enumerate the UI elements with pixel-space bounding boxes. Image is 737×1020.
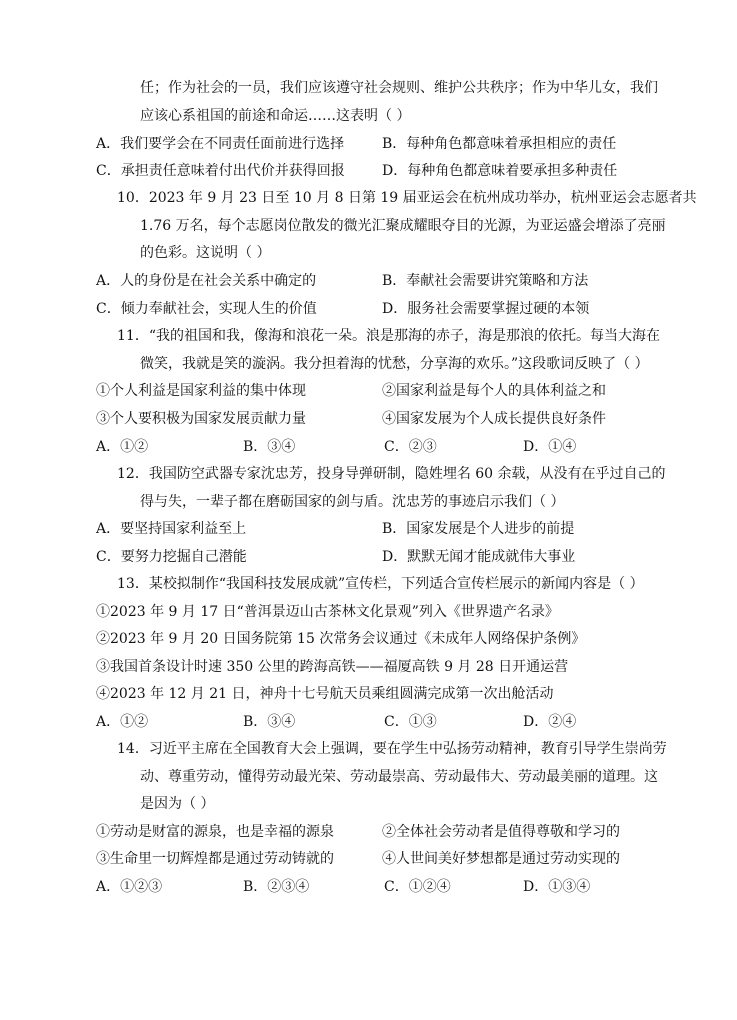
q9-stem-line-1: 任；作为社会的一员，我们应该遵守社会规则、维护公共秩序；作为中华儿女，我们 <box>140 80 658 96</box>
q11-statement-4: ④国家发展为个人成长提供良好条件 <box>382 411 606 427</box>
q14-option-c: C．①②④ <box>384 879 451 895</box>
q11-stem-line-2: 微笑，我就是笑的漩涡。我分担着海的忧愁，分享海的欢乐。”这段歌词反映了（ ） <box>140 356 649 372</box>
q12-option-d: D．默默无闻才能成就伟大事业 <box>382 549 576 565</box>
q10-stem-line-1: 10．2023 年 9 月 23 日至 10 月 8 日第 19 届亚运会在杭州成功举办，杭州亚运会志愿者共 <box>117 190 697 206</box>
q10-option-b: B．奉献社会需要讲究策略和方法 <box>382 273 589 289</box>
q9-option-a: A．我们要学会在不同责任面前进行选择 <box>96 136 345 152</box>
q14-options-row <box>96 877 656 897</box>
q13-options-row <box>96 712 656 732</box>
q11-statement-1: ①个人利益是国家利益的集中体现 <box>96 383 306 399</box>
q14-stem-line-3: 是因为（ ） <box>140 796 215 812</box>
q12-option-a: A．要坚持国家利益至上 <box>96 521 247 537</box>
q11-statement-3: ③个人要积极为国家发展贡献力量 <box>96 411 306 427</box>
q11-option-c: C．②③ <box>384 439 437 455</box>
q11-option-d: D．①④ <box>523 439 577 455</box>
q13-statement-2: ②2023 年 9 月 20 日国务院第 15 次常务会议通过《未成年人网络保护条例》 <box>96 631 586 647</box>
q14-option-a: A．①②③ <box>96 879 163 895</box>
q14-stem-line-1: 14．习近平主席在全国教育大会上强调，要在学生中弘扬劳动精神，教育引导学生崇尚劳 <box>117 741 667 757</box>
q12-option-b: B．国家发展是个人进步的前提 <box>382 521 575 537</box>
q11-option-a: A．①② <box>96 439 149 455</box>
q10-option-c: C．倾力奉献社会，实现人生的价值 <box>96 301 317 317</box>
q10-option-d: D．服务社会需要掌握过硬的本领 <box>382 301 590 317</box>
q14-statement-1: ①劳动是财富的源泉，也是幸福的源泉 <box>96 824 334 840</box>
q13-statement-1: ①2023 年 9 月 17 日“普洱景迈山古茶林文化景观”列入《世界遗产名录》 <box>96 604 559 620</box>
q12-stem-line-1: 12．我国防空武器专家沈忠芳，投身导弹研制，隐姓埋名 60 余载，从没有在乎过自己的 <box>117 466 666 482</box>
q10-option-a: A．人的身份是在社会关系中确定的 <box>96 273 317 289</box>
q14-statement-3: ③生命里一切辉煌都是通过劳动铸就的 <box>96 851 334 867</box>
q14-option-d: D．①③④ <box>523 879 591 895</box>
q13-statement-4: ④2023 年 12 月 21 日，神舟十七号航天员乘组圆满完成第一次出舱活动 <box>96 686 554 702</box>
q13-option-b: B．③④ <box>243 714 296 730</box>
q13-option-a: A．①② <box>96 714 149 730</box>
q12-stem-line-2: 得与失，一辈子都在磨砺国家的剑与盾。沈忠芳的事迹启示我们（ ） <box>140 494 565 510</box>
q11-options-row <box>96 437 656 457</box>
q14-statement-4: ④人世间美好梦想都是通过劳动实现的 <box>382 851 620 867</box>
q13-option-d: D．②④ <box>523 714 577 730</box>
q9-option-c: C．承担责任意味着付出代价并获得回报 <box>96 163 345 179</box>
q13-option-c: C．①③ <box>384 714 437 730</box>
q10-stem-line-2: 1.76 万名，每个志愿岗位散发的微光汇聚成耀眼夺目的光源，为亚运盛会增添了亮丽 <box>140 218 666 234</box>
q9-stem-line-2: 应该心系祖国的前途和命运……这表明（ ） <box>140 108 411 124</box>
q11-statement-2: ②国家利益是每个人的具体利益之和 <box>382 383 606 399</box>
q13-statement-3: ③我国首条设计时速 350 公里的跨海高铁——福厦高铁 9 月 28 日开通运营 <box>96 659 569 675</box>
q14-option-b: B．②③④ <box>243 879 310 895</box>
q11-stem-line-1: 11．“我的祖国和我，像海和浪花一朵。浪是那海的赤子，海是那浪的依托。每当大海在 <box>117 328 660 344</box>
q9-option-b: B．每种角色都意味着承担相应的责任 <box>382 136 617 152</box>
q9-option-d: D．每种角色都意味着要承担多种责任 <box>382 163 618 179</box>
q10-stem-line-3: 的色彩。这说明（ ） <box>140 245 271 261</box>
q11-option-b: B．③④ <box>243 439 296 455</box>
q14-stem-line-2: 动、尊重劳动，懂得劳动最光荣、劳动最崇高、劳动最伟大、劳动最美丽的道理。这 <box>140 769 658 785</box>
q12-option-c: C．要努力挖掘自己潜能 <box>96 549 247 565</box>
q13-stem-line-1: 13．某校拟制作“我国科技发展成就”宣传栏，下列适合宣传栏展示的新闻内容是（ ） <box>117 576 644 592</box>
q14-statement-2: ②全体社会劳动者是值得尊敬和学习的 <box>382 824 620 840</box>
